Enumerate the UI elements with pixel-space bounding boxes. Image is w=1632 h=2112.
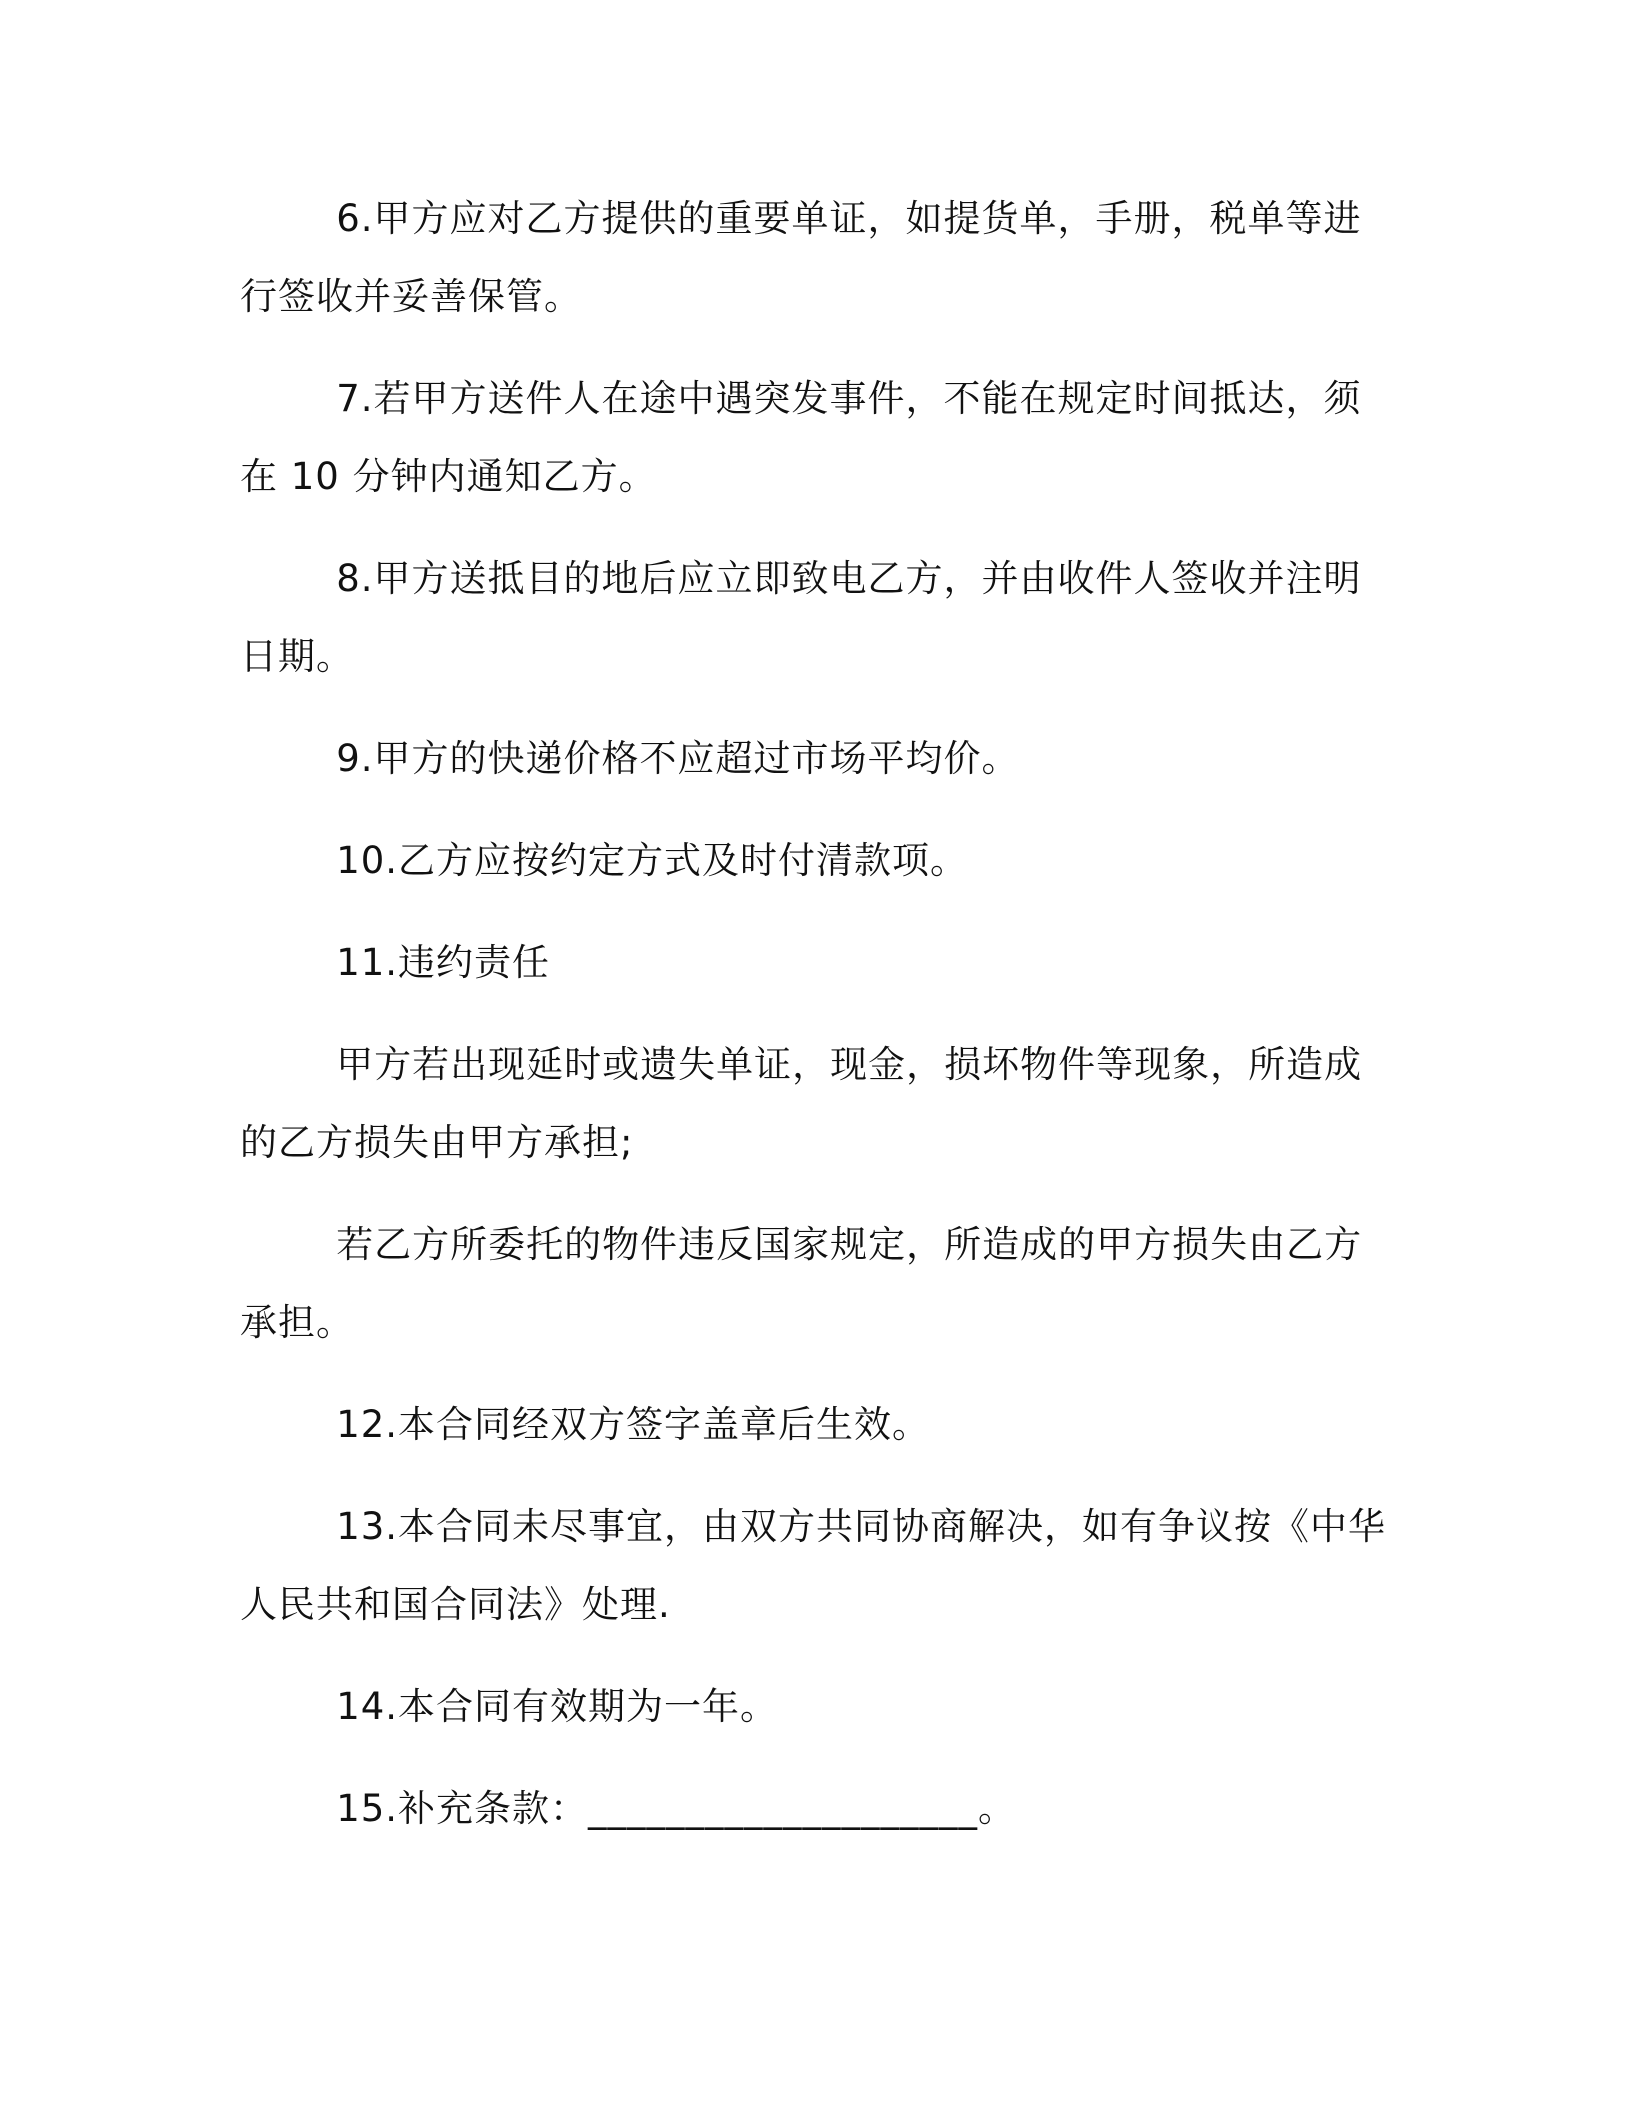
clause-6: 6.甲方应对乙方提供的重要单证，如提货单，手册，税单等进行签收并妥善保管。	[240, 197, 1362, 318]
clause-8: 8.甲方送抵目的地后应立即致电乙方，并由收件人签收并注明日期。	[240, 557, 1362, 678]
clause-12: 12.本合同经双方签字盖章后生效。	[336, 1403, 931, 1446]
clause-9: 9.甲方的快递价格不应超过市场平均价。	[336, 737, 1020, 780]
clause-14: 14.本合同有效期为一年。	[336, 1685, 779, 1728]
clause-7: 7.若甲方送件人在途中遇突发事件，不能在规定时间抵达，须在 10 分钟内通知乙方。	[240, 377, 1362, 498]
clause-13: 13.本合同未尽事宜，由双方共同协商解决，如有争议按《中华人民共和国合同法》处理.	[240, 1505, 1387, 1626]
clause-15: 15.补充条款：____________________。	[336, 1787, 1017, 1830]
clause-11-heading: 11.违约责任	[336, 941, 551, 984]
document-body	[240, 180, 1390, 1872]
clause-10: 10.乙方应按约定方式及时付清款项。	[336, 839, 969, 882]
clause-11-party-b: 若乙方所委托的物件违反国家规定，所造成的甲方损失由乙方承担。	[240, 1223, 1363, 1344]
clause-11-party-a: 甲方若出现延时或遗失单证，现金，损坏物件等现象，所造成的乙方损失由甲方承担;	[240, 1043, 1363, 1164]
